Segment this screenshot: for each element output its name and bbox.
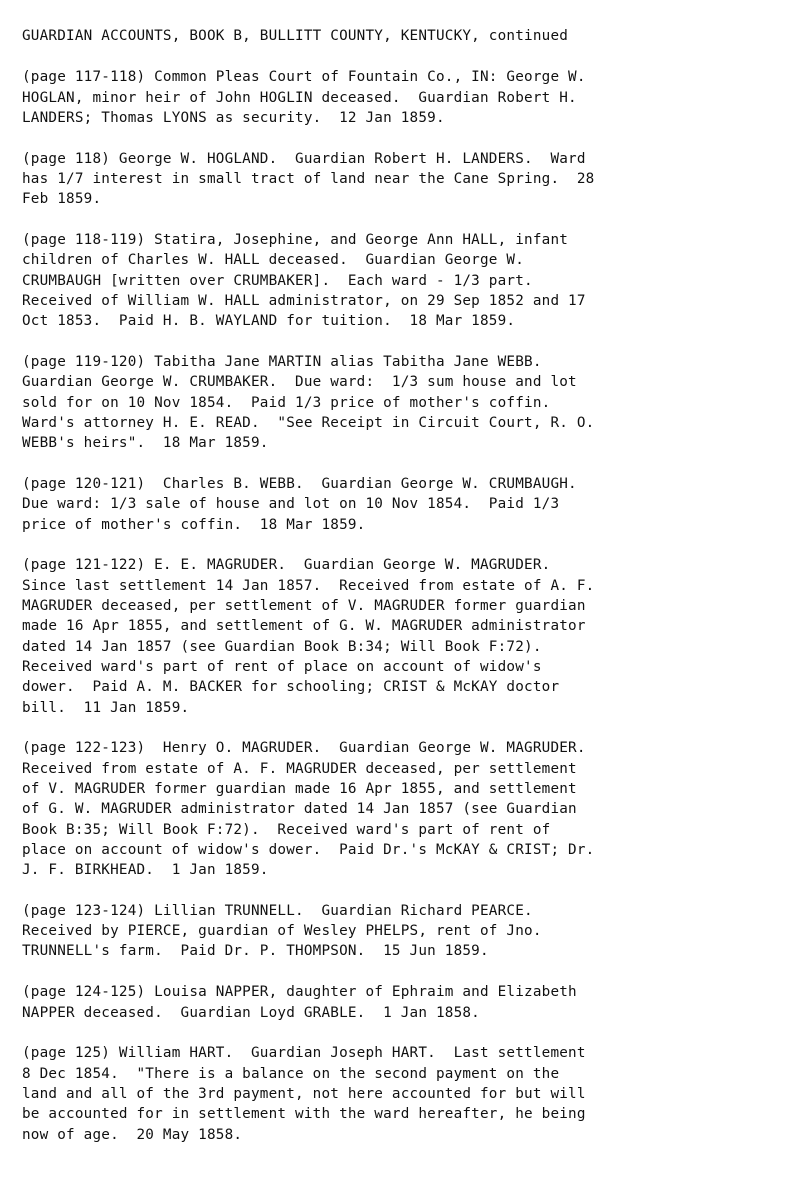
entry-text-line: 8 Dec 1854. "There is a balance on the second payment on the [22,1065,560,1082]
entry-text-line: Oct 1853. Paid H. B. WAYLAND for tuition. 18 Mar 1859. [22,313,516,330]
guardian-account-entry [22,1043,792,1144]
entry-text-line: dated 14 Jan 1857 (see Guardian Book B:34; Will Book F:72). [22,638,542,655]
guardian-account-entry [22,901,792,962]
entry-text-line: Book B:35; Will Book F:72). Received ward's part of rent of [22,821,551,838]
entry-text-line: CRUMBAUGH [written over CRUMBAKER]. Each ward - 1/3 part. [22,272,533,289]
entry-text-line: (page 123-124) Lillian TRUNNELL. Guardian Richard PEARCE. [22,902,533,919]
entry-text-line: Received ward's part of rent of place on account of widow's [22,658,542,675]
guardian-account-entry [22,149,792,210]
entry-text-line: price of mother's coffin. 18 Mar 1859. [22,516,366,533]
entry-text-line: has 1/7 interest in small tract of land near the Cane Spring. 28 [22,170,595,187]
guardian-account-entry [22,67,792,128]
entry-text-line: of G. W. MAGRUDER administrator dated 14 Jan 1857 (see Guardian [22,801,577,818]
entry-text-line: Since last settlement 14 Jan 1857. Received from estate of A. F. [22,577,595,594]
document-title: GUARDIAN ACCOUNTS, BOOK B, BULLITT COUNTY, KENTUCKY, continued [22,28,569,44]
entry-text-line: J. F. BIRKHEAD. 1 Jan 1859. [22,862,269,879]
entry-text-line: MAGRUDER deceased, per settlement of V. MAGRUDER former guardian [22,598,586,615]
entry-text-line: Feb 1859. [22,191,102,208]
entry-text-line: (page 124-125) Louisa NAPPER, daughter of Ephraim and Elizabeth [22,984,577,1001]
entry-text-line: WEBB's heirs". 18 Mar 1859. [22,435,269,452]
entry-text-line: (page 125) William HART. Guardian Joseph HART. Last settlement [22,1045,586,1062]
entry-text-line: made 16 Apr 1855, and settlement of G. W. MAGRUDER administrator [22,618,586,635]
document-page [22,26,792,1165]
entry-text-line: Received by PIERCE, guardian of Wesley PHELPS, rent of Jno. [22,923,542,940]
entry-text-line: (page 121-122) E. E. MAGRUDER. Guardian George W. MAGRUDER. [22,557,551,574]
entry-text-line: LANDERS; Thomas LYONS as security. 12 Jan 1859. [22,109,445,126]
guardian-account-entry [22,230,792,331]
guardian-account-entry [22,982,792,1023]
entry-text-line: (page 118) George W. HOGLAND. Guardian Robert H. LANDERS. Ward [22,150,586,167]
entry-text-line: (page 117-118) Common Pleas Court of Fountain Co., IN: George W. [22,69,586,86]
entry-text-line: Received from estate of A. F. MAGRUDER deceased, per settlement [22,760,577,777]
guardian-account-entry [22,352,792,453]
entry-text-line: place on account of widow's dower. Paid Dr.'s McKAY & CRIST; Dr. [22,841,595,858]
entry-text-line: Ward's attorney H. E. READ. "See Receipt in Circuit Court, R. O. [22,414,595,431]
entry-text-line: TRUNNELL's farm. Paid Dr. P. THOMPSON. 15 Jun 1859. [22,943,489,960]
entry-text-line: bill. 11 Jan 1859. [22,699,190,716]
entry-text-line: Received of William W. HALL administrator, on 29 Sep 1852 and 17 [22,292,586,309]
entry-text-line: (page 120-121) Charles B. WEBB. Guardian George W. CRUMBAUGH. [22,476,577,493]
entry-text-line: (page 122-123) Henry O. MAGRUDER. Guardian George W. MAGRUDER. [22,740,586,757]
entry-text-line: of V. MAGRUDER former guardian made 16 Apr 1855, and settlement [22,780,577,797]
entry-text-line: (page 119-120) Tabitha Jane MARTIN alias Tabitha Jane WEBB. [22,354,542,371]
entry-text-line: NAPPER deceased. Guardian Loyd GRABLE. 1 Jan 1858. [22,1004,480,1021]
guardian-account-entry [22,738,792,880]
entry-text-line: dower. Paid A. M. BACKER for schooling; CRIST & McKAY doctor [22,679,560,696]
entry-text-line: now of age. 20 May 1858. [22,1126,243,1143]
entry-text-line: children of Charles W. HALL deceased. Guardian George W. [22,252,525,269]
entry-text-line: land and all of the 3rd payment, not here accounted for but will [22,1085,586,1102]
entry-text-line: be accounted for in settlement with the ward hereafter, he being [22,1106,586,1123]
entry-text-line: Guardian George W. CRUMBAKER. Due ward: 1/3 sum house and lot [22,374,577,391]
guardian-account-entry [22,474,792,535]
entry-text-line: (page 118-119) Statira, Josephine, and George Ann HALL, infant [22,232,569,249]
entry-text-line: HOGLAN, minor heir of John HOGLIN deceased. Guardian Robert H. [22,89,577,106]
guardian-account-entry [22,555,792,717]
entries-list [22,67,792,1145]
entry-text-line: sold for on 10 Nov 1854. Paid 1/3 price of mother's coffin. [22,394,551,411]
entry-text-line: Due ward: 1/3 sale of house and lot on 10 Nov 1854. Paid 1/3 [22,496,560,513]
